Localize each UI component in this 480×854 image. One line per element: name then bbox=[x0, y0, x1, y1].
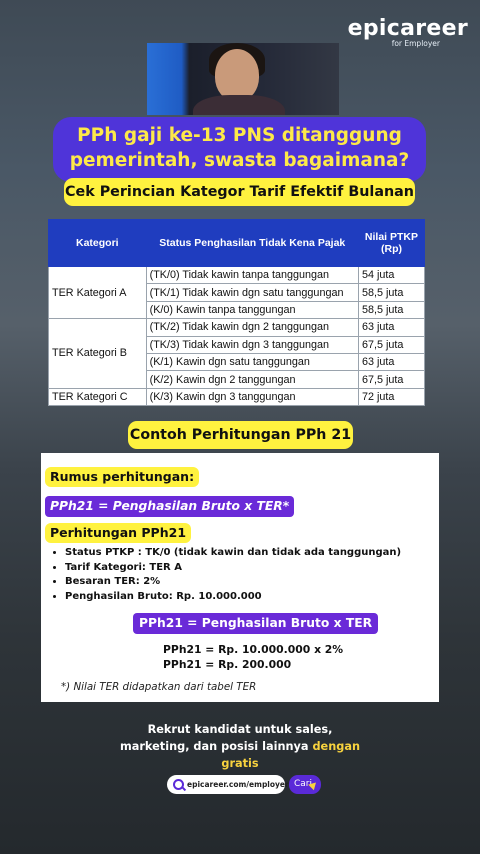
search-bar[interactable] bbox=[167, 775, 289, 794]
ter-table bbox=[48, 219, 425, 406]
table-row bbox=[49, 388, 425, 405]
headline-line-2: pemerintah, swasta bagaimana? bbox=[69, 150, 410, 171]
status-cell: (TK/0) Tidak kawin tanpa tanggungan bbox=[146, 267, 358, 284]
headline-line-1: PPh gaji ke-13 PNS ditanggung bbox=[77, 125, 402, 146]
ptkp-cell: 58,5 juta bbox=[358, 301, 424, 318]
formula-box: PPh21 = Penghasilan Bruto x TER* bbox=[45, 496, 294, 517]
rumus-label: Rumus perhitungan: bbox=[45, 467, 199, 487]
list-item: • Status PTKP : TK/0 (tidak kawin dan tidak ada tanggungan) bbox=[65, 546, 401, 561]
formula-box-2: PPh21 = Penghasilan Bruto x TER bbox=[133, 613, 378, 634]
perhitungan-label: Perhitungan PPh21 bbox=[45, 523, 191, 543]
ptkp-cell: 58,5 juta bbox=[358, 284, 424, 301]
status-cell: (TK/1) Tidak kawin dgn satu tanggungan bbox=[146, 284, 358, 301]
cari-button[interactable]: Cari bbox=[289, 775, 321, 794]
category-cell: TER Kategori B bbox=[49, 319, 147, 389]
logo-wordmark: epicareer bbox=[347, 16, 468, 41]
ptkp-cell: 63 juta bbox=[358, 353, 424, 370]
table-title: Cek Perincian Kategor Tarif Efektif Bulanan bbox=[64, 178, 415, 206]
cta-line-2b: dengan bbox=[312, 740, 361, 753]
table-row bbox=[49, 267, 425, 284]
speaker-photo bbox=[147, 43, 339, 115]
logo-subtitle: for Employer bbox=[391, 39, 440, 48]
detail-list bbox=[49, 546, 401, 604]
status-cell: (TK/2) Tidak kawin dgn 2 tanggungan bbox=[146, 319, 358, 336]
calc-line-1: PPh21 = Rp. 10.000.000 x 2% bbox=[163, 643, 344, 656]
status-cell: (TK/3) Tidak kawin dgn 3 tanggungan bbox=[146, 336, 358, 353]
cta-line-3: gratis bbox=[221, 757, 259, 770]
header-ptkp: Nilai PTKP (Rp) bbox=[358, 220, 424, 267]
category-cell: TER Kategori C bbox=[49, 388, 147, 405]
list-item: • Tarif Kategori: TER A bbox=[65, 561, 401, 576]
search-icon bbox=[173, 779, 184, 790]
status-cell: (K/1) Kawin dgn satu tanggungan bbox=[146, 353, 358, 370]
epicareer-logo bbox=[348, 16, 468, 48]
cta-text bbox=[110, 721, 370, 772]
ptkp-cell: 72 juta bbox=[358, 388, 424, 405]
header-kategori: Kategori bbox=[49, 220, 147, 267]
header-status: Status Penghasilan Tidak Kena Pajak bbox=[146, 220, 358, 267]
cta-line-1: Rekrut kandidat untuk sales, bbox=[147, 723, 333, 736]
status-cell: (K/2) Kawin dgn 2 tanggungan bbox=[146, 371, 358, 388]
list-item: • Penghasilan Bruto: Rp. 10.000.000 bbox=[65, 590, 401, 605]
calc-line-2: PPh21 = Rp. 200.000 bbox=[163, 658, 292, 671]
table-row bbox=[49, 319, 425, 336]
status-cell: (K/0) Kawin tanpa tanggungan bbox=[146, 301, 358, 318]
ptkp-cell: 63 juta bbox=[358, 319, 424, 336]
list-item: • Besaran TER: 2% bbox=[65, 575, 401, 590]
cta-line-2a: marketing, dan posisi lainnya bbox=[119, 740, 309, 753]
calculation-card bbox=[41, 453, 439, 702]
ptkp-cell: 67,5 juta bbox=[358, 371, 424, 388]
cta-line-2 bbox=[110, 738, 370, 755]
ptkp-cell: 67,5 juta bbox=[358, 336, 424, 353]
category-cell: TER Kategori A bbox=[49, 267, 147, 319]
search-url: epicareer.com/employer bbox=[187, 780, 289, 789]
headline bbox=[53, 117, 426, 182]
example-title: Contoh Perhitungan PPh 21 bbox=[128, 421, 353, 449]
status-cell: (K/3) Kawin dgn 3 tanggungan bbox=[146, 388, 358, 405]
footnote: *) Nilai TER didapatkan dari tabel TER bbox=[61, 681, 257, 693]
ptkp-cell: 54 juta bbox=[358, 267, 424, 284]
